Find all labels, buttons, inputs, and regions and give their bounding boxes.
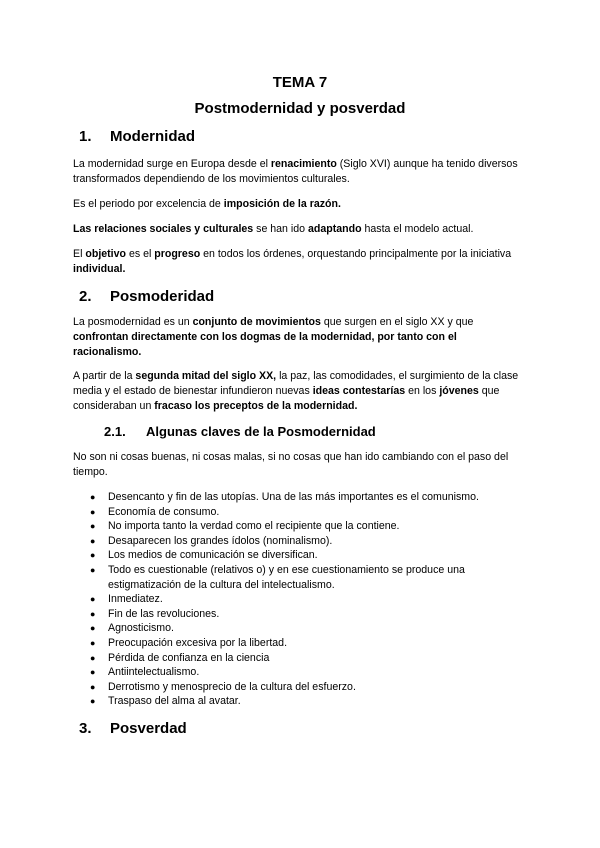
list-item <box>90 563 530 592</box>
section-title: Posverdad <box>110 720 187 737</box>
bullet-icon: ● <box>90 521 96 532</box>
list-item-text: Preocupación excesiva por la libertad. <box>108 636 288 649</box>
bullet-icon: ● <box>90 623 96 634</box>
section-number: 2. <box>79 288 92 305</box>
bullet-icon: ● <box>90 550 96 561</box>
text-run-bold: progreso <box>154 248 201 260</box>
paragraph-objetivo <box>73 247 528 277</box>
list-item <box>90 592 530 607</box>
text-run-bold: adaptando <box>307 223 362 235</box>
list-item-text: Fin de las revoluciones. <box>108 607 220 620</box>
text-run: que consideraban un <box>73 385 500 412</box>
paragraph-origen-modernidad <box>73 157 528 187</box>
list-item <box>90 607 530 622</box>
paragraph-posmodernidad-definicion <box>73 315 528 360</box>
paragraph-claves-intro: No son ni cosas buenas, ni cosas malas, si no cosas que han ido cambiando con el paso del tiempo. <box>73 451 509 478</box>
bullet-icon: ● <box>90 652 96 663</box>
bullet-icon: ● <box>90 564 96 575</box>
text-run-bold: individual. <box>73 263 126 275</box>
text-run: La modernidad surge en Europa desde el <box>73 158 271 170</box>
text-run: El <box>73 248 86 260</box>
list-item <box>90 636 530 651</box>
list-item <box>90 519 530 534</box>
list-item <box>90 694 530 709</box>
section-title: Posmoderidad <box>110 288 215 305</box>
bullet-icon: ● <box>90 637 96 648</box>
section-title: Modernidad <box>110 128 195 145</box>
list-item <box>90 680 530 695</box>
section-number: 1. <box>79 128 92 145</box>
text-run: en todos los órdenes, orquestando principalmente por la iniciativa <box>200 248 512 260</box>
section-number: 3. <box>79 720 92 737</box>
text-run-bold: renacimiento <box>270 158 337 170</box>
list-item <box>90 621 530 636</box>
text-run: La posmodernidad es un <box>73 316 193 328</box>
bullet-icon: ● <box>90 667 96 678</box>
bullet-icon: ● <box>90 681 96 692</box>
bullet-icon: ● <box>90 492 96 502</box>
list-item-text: No importa tanto la verdad como el recipiente que la contiene. <box>108 520 400 533</box>
text-run: en los <box>405 385 440 397</box>
subsection-heading-claves <box>104 424 376 439</box>
document-subtitle: Postmodernidad y posverdad <box>194 100 406 117</box>
text-run-bold: fracaso los preceptos de la modernidad. <box>154 400 358 412</box>
paragraph-siglo-xx <box>73 369 528 414</box>
text-run: se han ido <box>253 223 308 235</box>
list-item-text: Los medios de comunicación se diversifican. <box>108 549 318 562</box>
bullet-icon: ● <box>90 506 96 517</box>
text-run: que surgen en el siglo XX y que <box>320 316 474 328</box>
subsection-title: Algunas claves de la Posmodernidad <box>146 424 376 439</box>
text-run: hasta el modelo actual. <box>361 223 474 235</box>
bullet-icon: ● <box>90 535 96 546</box>
bullet-icon: ● <box>90 608 96 619</box>
claves-list <box>90 490 530 709</box>
paragraph-relaciones <box>73 222 528 237</box>
list-item-text: Todo es cuestionable (relativos o) y en ese cuestionamiento se produce una estigmatización de la cultura del intelectualismo. <box>108 563 465 591</box>
list-item-text: Economía de consumo. <box>108 505 220 518</box>
text-run-bold: objetivo <box>85 248 126 260</box>
document-title: TEMA 7 <box>272 74 328 91</box>
text-run: Es el periodo por excelencia de <box>73 198 224 210</box>
text-run-bold: confrontan directamente con los dogmas de la modernidad, por tanto con el racionalismo. <box>73 331 457 358</box>
list-item-text: Traspaso del alma al avatar. <box>108 695 241 708</box>
list-item <box>90 505 530 520</box>
text-run-bold: ideas contestarías <box>312 385 406 397</box>
text-run-bold: imposición de la razón. <box>223 198 341 210</box>
section-heading-posverdad <box>79 720 187 737</box>
text-run: (Siglo XVI) aunque ha tenido diversos transformados dependiendo de los movimientos culturales. <box>73 158 518 185</box>
section-heading-posmoderidad <box>79 288 214 305</box>
list-item-text: Inmediatez. <box>108 593 163 606</box>
text-run-bold: Las relaciones sociales y culturales <box>73 223 254 235</box>
bullet-icon: ● <box>90 594 96 605</box>
list-item <box>90 665 530 680</box>
paragraph-razon <box>73 197 528 212</box>
text-run: la paz, las comodidades, el surgimiento de la clase media y el estado de bienestar infundieron nuevas <box>73 370 519 397</box>
text-run-bold: segunda mitad del siglo XX, <box>135 370 277 382</box>
list-item-text: Derrotismo y menosprecio de la cultura del esfuerzo. <box>108 680 356 693</box>
bullet-icon: ● <box>90 696 96 707</box>
list-item-text: Agnosticismo. <box>108 622 174 635</box>
list-item <box>90 490 530 505</box>
text-run-bold: conjunto de movimientos <box>192 316 321 328</box>
text-run: es el <box>126 248 155 260</box>
subsection-number: 2.1. <box>104 424 126 439</box>
text-run-bold: jóvenes <box>439 385 479 397</box>
list-item-text: Antiintelectualismo. <box>108 666 200 679</box>
text-run: A partir de la <box>73 370 136 382</box>
list-item <box>90 548 530 563</box>
section-heading-modernidad <box>79 128 195 145</box>
list-item-text: Desencanto y fin de las utopías. Una de las más importantes es el comunismo. <box>108 491 479 503</box>
list-item-text: Pérdida de confianza en la ciencia <box>108 651 270 664</box>
list-item <box>90 651 530 666</box>
list-item <box>90 534 530 549</box>
list-item-text: Desaparecen los grandes ídolos (nominalismo). <box>108 534 333 547</box>
